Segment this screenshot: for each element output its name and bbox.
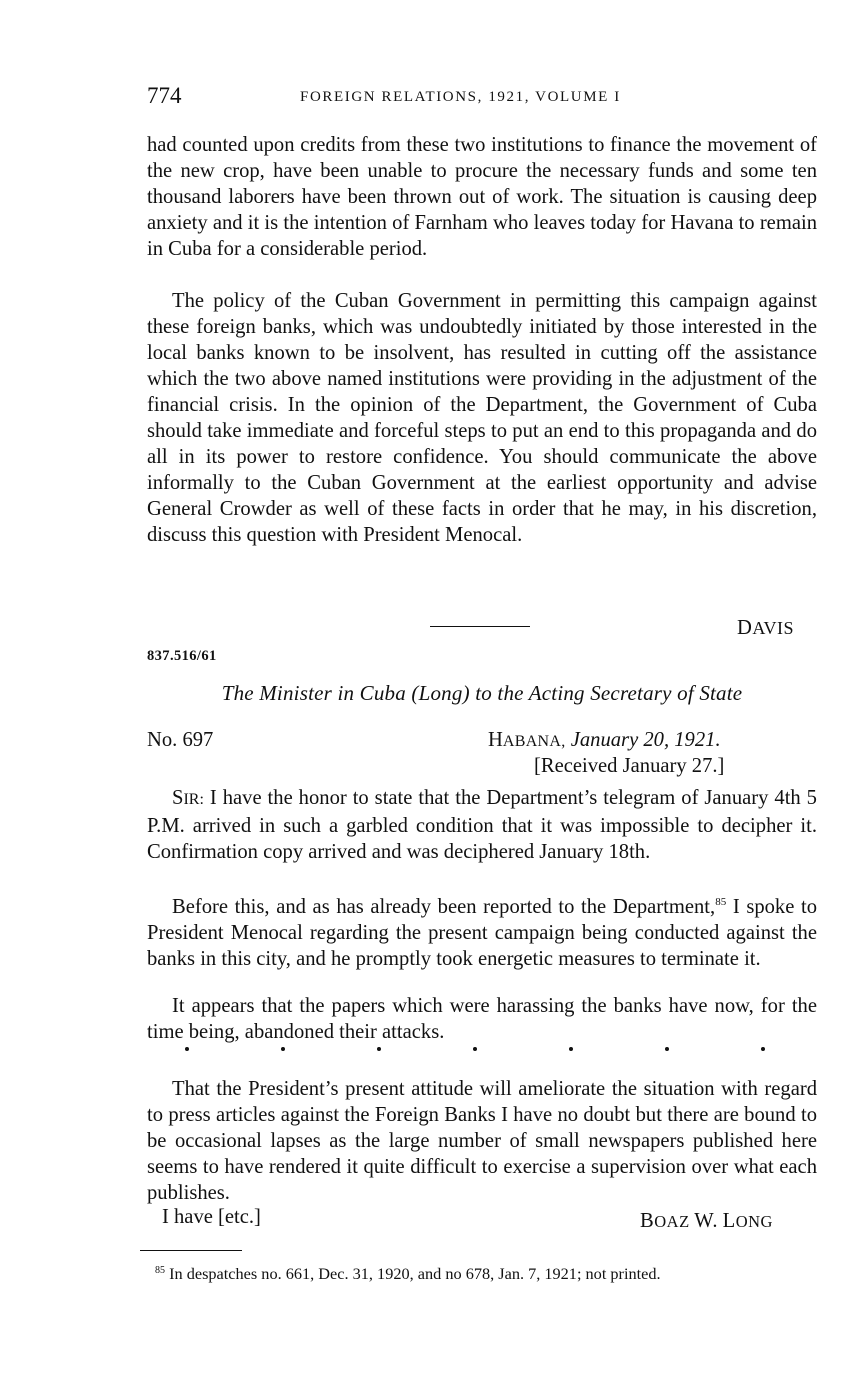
- salutation: SIR:: [172, 787, 204, 809]
- page-number: 774: [147, 83, 182, 108]
- page-header: [147, 83, 817, 113]
- footnote: $^{85}$ In despatches no. 661, Dec. 31, 1920, and no 678, Jan. 7, 1921; not printed.: [155, 1264, 661, 1283]
- letter-paragraph-2: Before this, and as has already been reported to the Department,$^{85}$ I spoke to President Menocal regarding the present campaign being conducted against the banks in this city, and he promptly took energetic measures to terminate it.: [147, 896, 818, 970]
- closing: I have [etc.]: [162, 1206, 261, 1228]
- footnote-marker: 85: [155, 1265, 165, 1276]
- body-paragraph-1: had counted upon credits from these two institutions to finance the movement of the new crop, have been unable to procure the necessary funds and some ten thousand laborers have been thrown out of work. The situation is causing deep anxiety and it is the intention of Farnham who leaves today for Havana to remain in Cuba for a considerable period.: [147, 134, 817, 260]
- section-divider: [430, 626, 530, 627]
- letter-paragraph-3: It appears that the papers which were harassing the banks have now, for the time being, abandoned their attacks.: [147, 995, 817, 1043]
- file-number: 837.516/61: [147, 648, 217, 664]
- letter-paragraph-4: That the President’s present attitude will ameliorate the situation with regard to press articles against the Foreign Banks I have no doubt but there are bound to be occasional lapses as the large number of small newspapers published here seems to have rendered it quite difficult to exercise a supervision over what each publishes.: [147, 1078, 817, 1204]
- signature-boaz-long: BOAZ W. LONG: [640, 1210, 773, 1232]
- place-and-date: HABANA, January 20, 1921.: [488, 729, 721, 751]
- body-paragraph-2: The policy of the Cuban Government in permitting this campaign against these foreign banks, which was undoubtedly initiated by those interested in the local banks known to be insolvent, has resulted in cutting off the assistance which the two above named institutions were providing in the adjustment of the financial crisis. In the opinion of the Department, the Government of Cuba should take immediate and forceful steps to put an end to this propaganda and do all in its power to restore confidence. You should communicate the above informally to the Cuban Government at the earliest opportunity and advise General Crowder as well of these facts in order that he may, in his discretion, discuss this question with President Menocal.: [147, 290, 817, 546]
- footnote-rule: [140, 1250, 242, 1251]
- document-title: The Minister in Cuba (Long) to the Acting Secretary of State: [221, 681, 743, 705]
- letter-paragraph-1: SIR: I have the honor to state that the Department’s telegram of January 4th 5 P.M. arrived in such a garbled condition that it was impossible to decipher it. Confirmation copy arrived and was deciphered January 18th.: [147, 787, 817, 863]
- footnote-reference: 85: [715, 896, 727, 908]
- omission-dots: [147, 1047, 817, 1063]
- signature-davis: DAVIS: [736, 617, 794, 639]
- despatch-number: No. 697: [147, 729, 214, 751]
- received-date: [Received January 27.]: [534, 755, 725, 777]
- running-head: FOREIGN RELATIONS, 1921, VOLUME I: [300, 89, 621, 105]
